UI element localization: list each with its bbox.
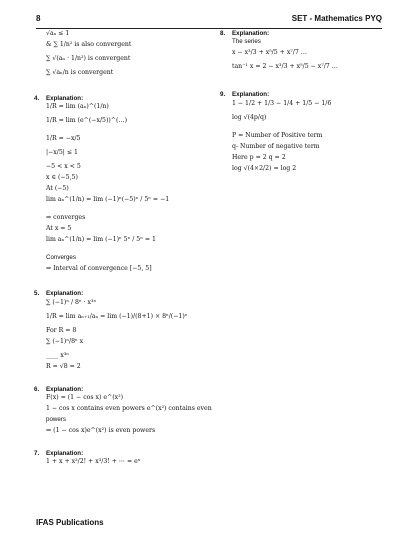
question-number: 8. bbox=[220, 30, 226, 37]
math-line: At (−5) bbox=[46, 185, 69, 193]
document-title: SET - Mathematics PYQ bbox=[291, 14, 382, 23]
math-line: lim aₙ^(1/n) = lim (−1)ⁿ 5ⁿ / 5ⁿ = 1 bbox=[46, 236, 156, 244]
question-7-heading bbox=[34, 450, 214, 458]
math-line: x − x³/3 + x⁵/5 + x⁷/7 … bbox=[232, 49, 307, 57]
math-line: |−x/5| ≤ 1 bbox=[46, 149, 78, 157]
text-line: The series bbox=[232, 38, 261, 46]
question-8-heading bbox=[220, 30, 410, 38]
math-line: P = Number of Positive term bbox=[232, 131, 323, 139]
math-line: 1/R = −x/5 bbox=[46, 135, 81, 143]
math-line: ⇒ converges bbox=[46, 214, 86, 222]
math-line: At x = 5 bbox=[46, 225, 72, 233]
math-line: 1 + x + x²/2! + x³/3! + ⋯ = eˣ bbox=[46, 458, 141, 466]
publisher-footer: IFAS Publications bbox=[36, 518, 104, 527]
math-line: 1 − 1/2 + 1/3 − 1/4 + 1/5 − 1/6 bbox=[232, 99, 332, 107]
math-line: tan⁻¹ x = 2 − x³/3 + x⁵/5 − x⁷/7 … bbox=[232, 63, 338, 71]
math-line: log √(4p/q) bbox=[232, 113, 267, 121]
question-6-heading bbox=[34, 386, 214, 394]
page-number: 8 bbox=[36, 14, 41, 23]
question-6-body bbox=[34, 394, 214, 438]
math-line: For R = 8 bbox=[46, 326, 77, 334]
text-line: Converges bbox=[46, 254, 76, 262]
math-line: q- Number of negative term bbox=[232, 142, 320, 150]
math-line: ∑ (−1)ⁿ/8ⁿ x bbox=[46, 337, 84, 345]
right-column bbox=[220, 30, 410, 183]
question-7-body bbox=[34, 458, 214, 472]
question-number: 4. bbox=[34, 95, 40, 102]
question-5-body bbox=[34, 299, 214, 374]
math-line: ∑ √aₙ/n is convergent bbox=[46, 69, 114, 76]
math-line: & ∑ 1/n² is also convergent bbox=[46, 41, 132, 48]
question-9-body bbox=[220, 100, 410, 183]
math-line: 1/R = lim (e^(−x/5))^(…) bbox=[46, 117, 127, 125]
question-number: 7. bbox=[34, 450, 40, 458]
question-9-heading bbox=[220, 91, 410, 99]
math-line: −5 < x < 5 bbox=[46, 163, 81, 171]
question-4-heading bbox=[34, 95, 214, 103]
question-number: 5. bbox=[34, 290, 40, 298]
math-line: 1/R = lim aₙ₊₁/aₙ = lim (−1)/(8+1) × 8ⁿ/(−1)ⁿ bbox=[46, 312, 188, 320]
question-4-body bbox=[34, 103, 214, 276]
math-line: Here p = 2 q = 2 bbox=[232, 153, 286, 161]
explanation-label: Explanation: bbox=[232, 30, 270, 37]
question-number: 6. bbox=[34, 385, 40, 393]
math-line: 1 − cos x contains even powers e^(x²) contains even bbox=[46, 405, 212, 413]
math-line: 1/R = lim (aₙ)^(1/n) bbox=[46, 103, 109, 111]
math-line: ⇒ (1 − cos x)e^(x²) is even powers bbox=[46, 427, 156, 435]
math-line: ⇒ Interval of convergence [−5, 5] bbox=[46, 265, 152, 273]
left-column bbox=[34, 30, 214, 472]
math-line: ∑ √(aₙ · 1/n²) is convergent bbox=[46, 55, 131, 62]
explanation-label: Explanation: bbox=[46, 450, 84, 458]
math-line: F(x) = (1 − cos x) e^(x²) bbox=[46, 394, 124, 402]
explanation-label: Explanation: bbox=[46, 95, 84, 102]
explanation-label: Explanation: bbox=[46, 290, 84, 298]
text-line: powers bbox=[46, 416, 66, 424]
page-header bbox=[36, 12, 382, 29]
math-line: ∑ (−1)ⁿ / 8ⁿ · x³ⁿ bbox=[46, 298, 97, 306]
math-line: √aₙ ≤ 1 bbox=[46, 30, 70, 37]
question-number: 9. bbox=[220, 91, 226, 99]
math-line: R = √8 = 2 bbox=[46, 362, 81, 370]
question-8-body bbox=[220, 38, 410, 77]
math-line: x ∈ (−5,5) bbox=[46, 174, 78, 182]
math-line: ____ x³ⁿ bbox=[46, 351, 69, 359]
continued-solution bbox=[34, 30, 214, 83]
math-line: lim aₙ^(1/n) = lim (−1)ⁿ(−5)ⁿ / 5ⁿ = −1 bbox=[46, 196, 170, 204]
math-line: log √(4×2/2) = log 2 bbox=[232, 164, 297, 172]
explanation-label: Explanation: bbox=[232, 91, 270, 99]
explanation-label: Explanation: bbox=[46, 385, 84, 393]
question-5-heading bbox=[34, 290, 214, 298]
